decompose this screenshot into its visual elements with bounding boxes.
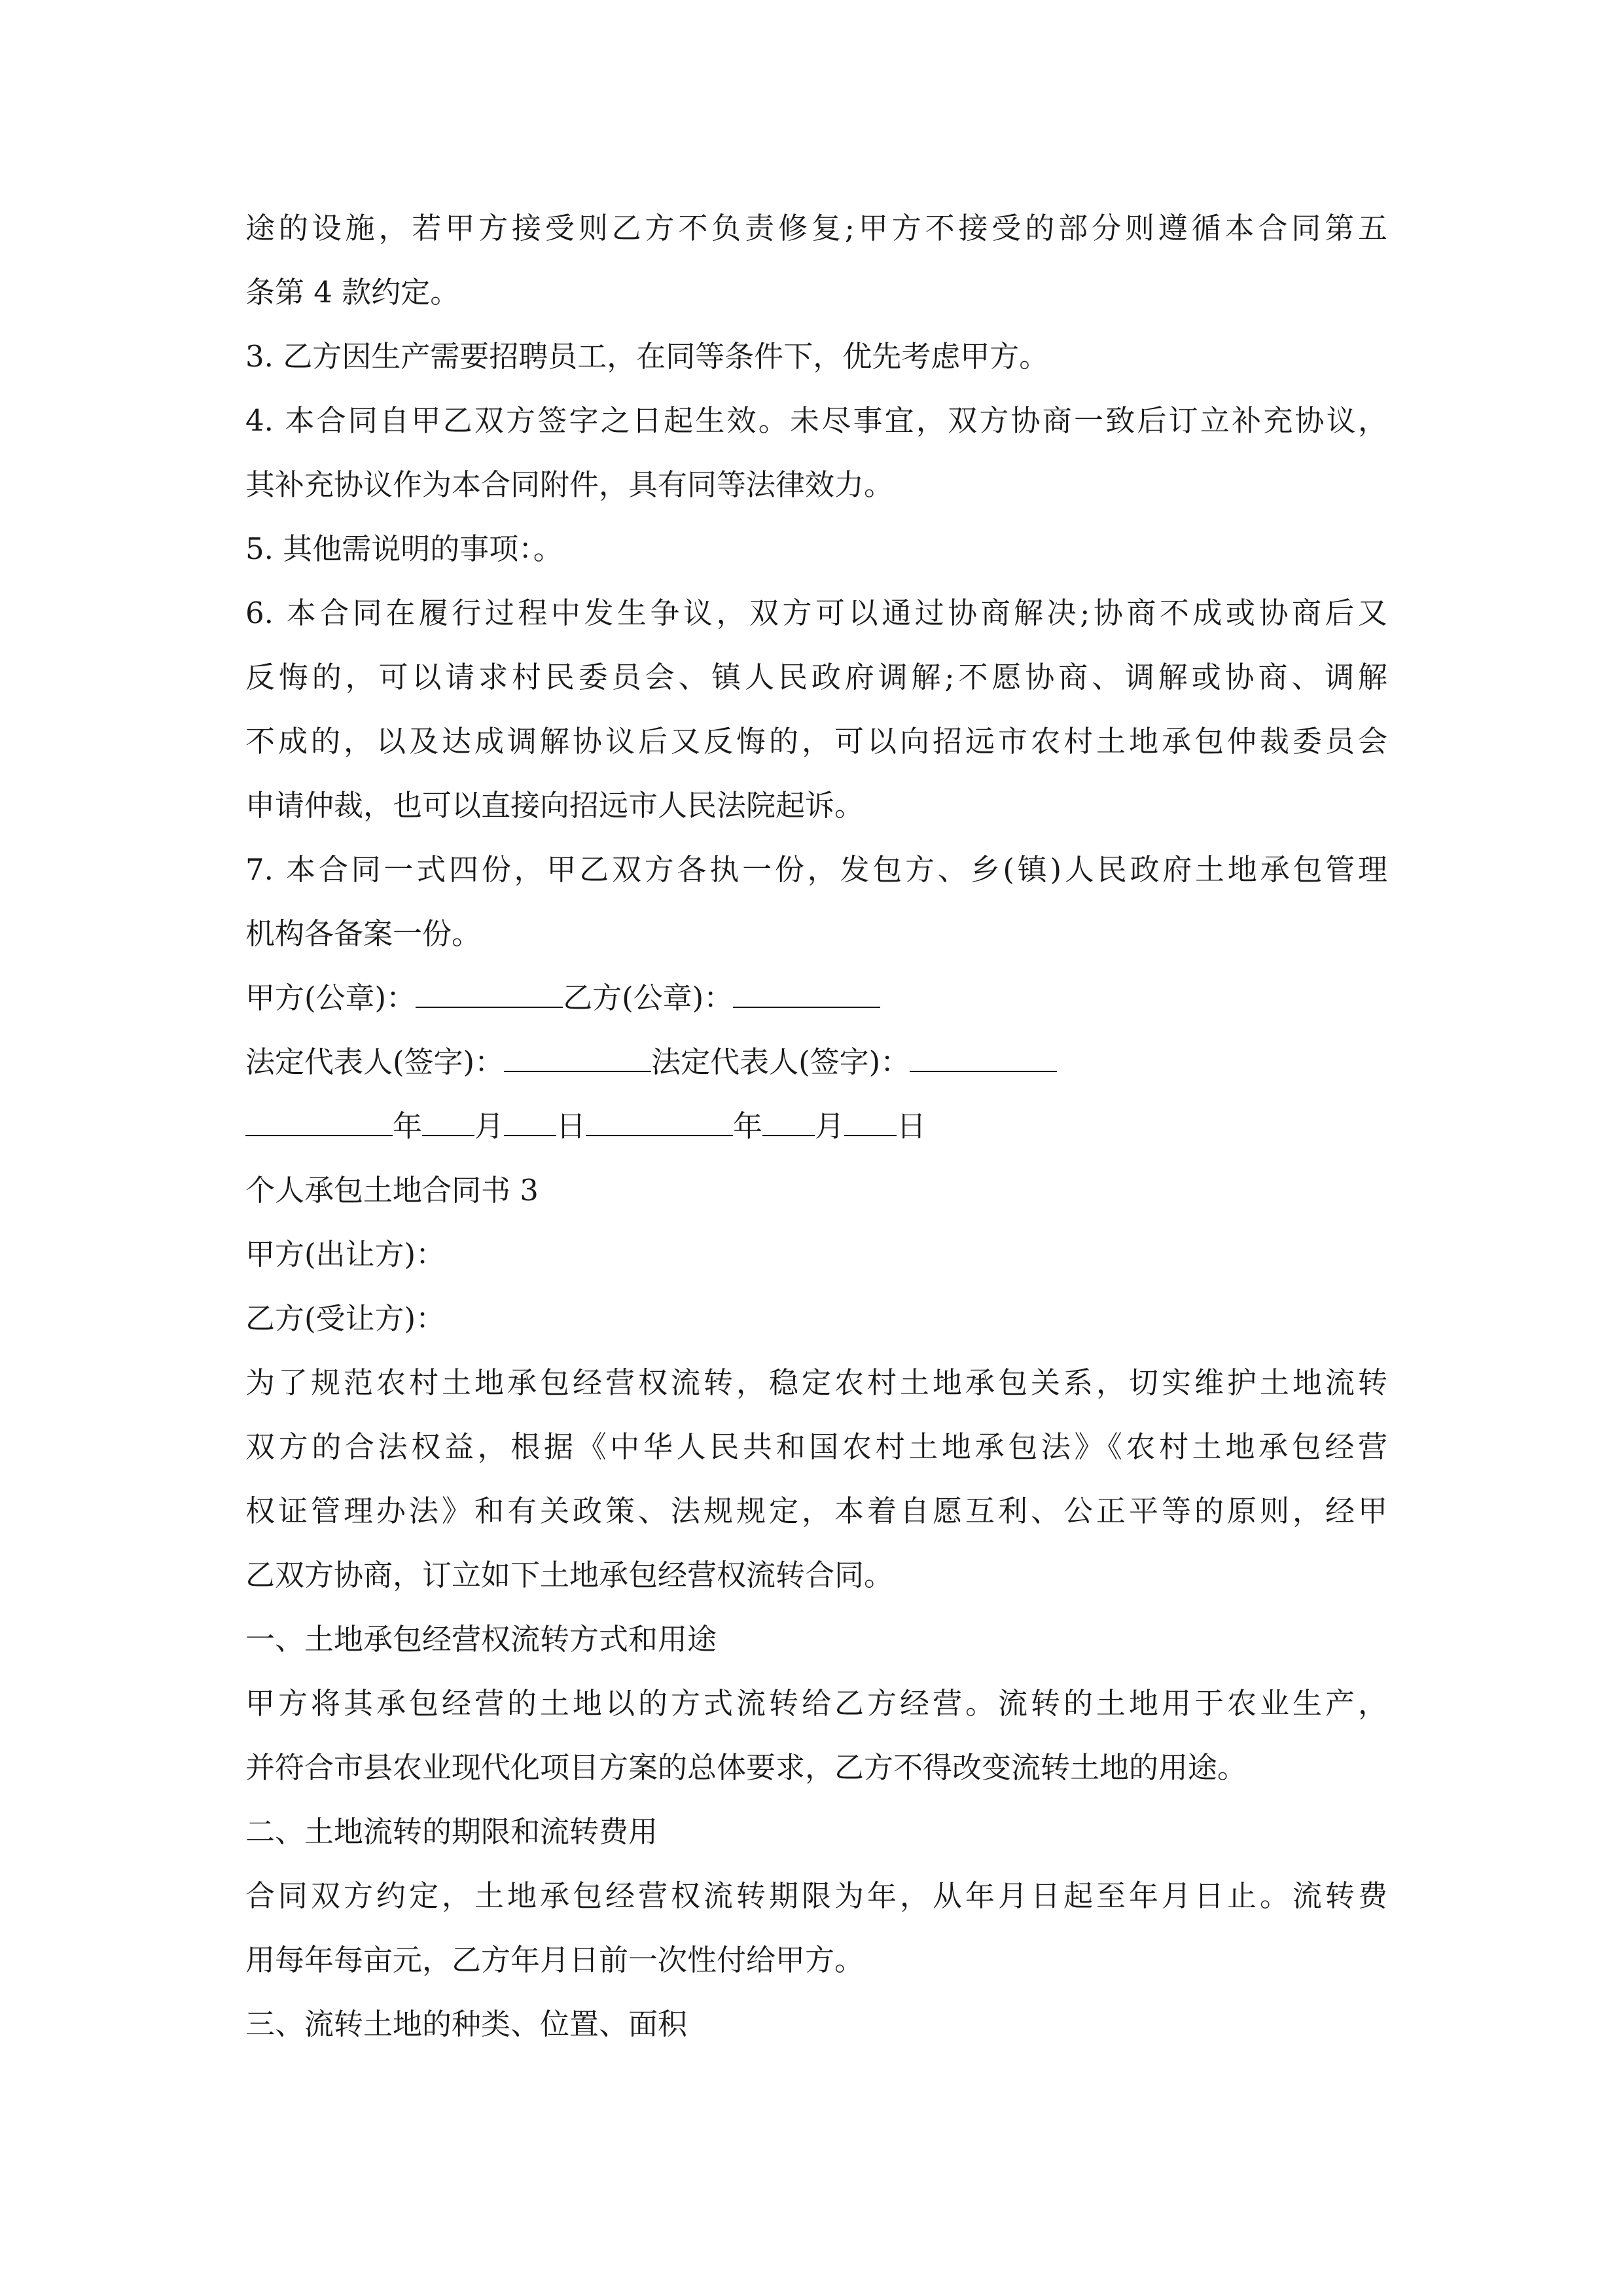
text-line: 个人承包土地合同书 3 — [245, 1173, 539, 1208]
text-line: 条第 4 款约定。 — [245, 275, 460, 310]
text-line: 甲方(出让方)： — [245, 1237, 446, 1272]
contract-3-block — [245, 1158, 1387, 2056]
text-line: 4. 本合同自甲乙双方签字之日起生效。未尽事宜，双方协商一致后订立补充协议， — [245, 403, 1387, 438]
date-line — [245, 1094, 1387, 1158]
text-line: 其补充协议作为本合同附件，具有同等法律效力。 — [245, 467, 894, 502]
text-line: 合同双方约定，土地承包经营权流转期限为年，从年月日起至年月日止。流转费 — [245, 1878, 1387, 1913]
text-line: 乙方(受让方)： — [245, 1301, 446, 1336]
rep-b-blank — [910, 1033, 1057, 1072]
month-a-label: 月 — [474, 1109, 505, 1143]
party-b-seal-label: 乙方(公章)： — [563, 980, 734, 1015]
text-line: 为了规范农村土地承包经营权流转，稳定农村土地承包关系，切实维护土地流转 — [245, 1365, 1387, 1400]
document-body — [245, 196, 1387, 2056]
text-line: 3. 乙方因生产需要招聘员工，在同等条件下，优先考虑甲方。 — [245, 339, 1049, 374]
text-line: 5. 其他需说明的事项：。 — [245, 531, 563, 566]
text-line: 6. 本合同在履行过程中发生争议，双方可以通过协商解决;协商不成或协商后又 — [245, 596, 1387, 630]
text-line: 权证管理办法》和有关政策、法规规定，本着自愿互利、公正平等的原则，经甲 — [245, 1494, 1387, 1528]
rep-a-blank — [504, 1033, 651, 1072]
text-line: 双方的合法权益，根据《中华人民共和国农村土地承包法》《农村土地承包经营 — [245, 1429, 1387, 1464]
representative-line — [245, 1030, 1387, 1094]
seal-line — [245, 966, 1387, 1030]
text-line: 甲方将其承包经营的土地以的方式流转给乙方经营。流转的土地用于农业生产， — [245, 1686, 1387, 1721]
month-b-blank — [762, 1097, 815, 1136]
month-b-label: 月 — [815, 1109, 845, 1143]
text-line: 反悔的，可以请求村民委员会、镇人民政府调解;不愿协商、调解或协商、调解 — [245, 660, 1387, 694]
year-b-label: 年 — [733, 1109, 763, 1143]
day-a-blank — [504, 1097, 556, 1136]
text-line: 用每年每亩元，乙方年月日前一次性付给甲方。 — [245, 1943, 865, 1977]
text-line: 申请仲裁，也可以直接向招远市人民法院起诉。 — [245, 788, 865, 823]
text-line: 二、土地流转的期限和流转费用 — [245, 1814, 658, 1849]
party-a-seal-blank — [416, 969, 563, 1008]
text-line: 一、土地承包经营权流转方式和用途 — [245, 1622, 717, 1657]
month-a-blank — [422, 1097, 474, 1136]
text-line: 7. 本合同一式四份，甲乙双方各执一份，发包方、乡(镇)人民政府土地承包管理 — [245, 852, 1387, 887]
year-a-blank — [245, 1097, 393, 1136]
day-b-label: 日 — [897, 1109, 927, 1143]
text-line: 机构各备案一份。 — [245, 916, 482, 951]
text-line: 不成的，以及达成调解协议后又反悔的，可以向招远市农村土地承包仲裁委员会 — [245, 724, 1387, 759]
rep-a-label: 法定代表人(签字)： — [245, 1045, 505, 1079]
text-line: 并符合市县农业现代化项目方案的总体要求，乙方不得改变流转土地的用途。 — [245, 1750, 1247, 1785]
party-b-seal-blank — [733, 969, 880, 1008]
party-a-seal-label: 甲方(公章)： — [245, 980, 416, 1015]
text-line: 三、流转土地的种类、位置、面积 — [245, 2007, 688, 2041]
day-b-blank — [844, 1097, 897, 1136]
year-b-blank — [586, 1097, 733, 1136]
contract-clauses-block — [245, 196, 1387, 966]
day-a-label: 日 — [556, 1109, 586, 1143]
year-a-label: 年 — [393, 1109, 423, 1143]
text-line: 途的设施，若甲方接受则乙方不负责修复;甲方不接受的部分则遵循本合同第五 — [245, 211, 1387, 245]
rep-b-label: 法定代表人(签字)： — [651, 1045, 910, 1079]
text-line: 乙双方协商，订立如下土地承包经营权流转合同。 — [245, 1558, 894, 1592]
